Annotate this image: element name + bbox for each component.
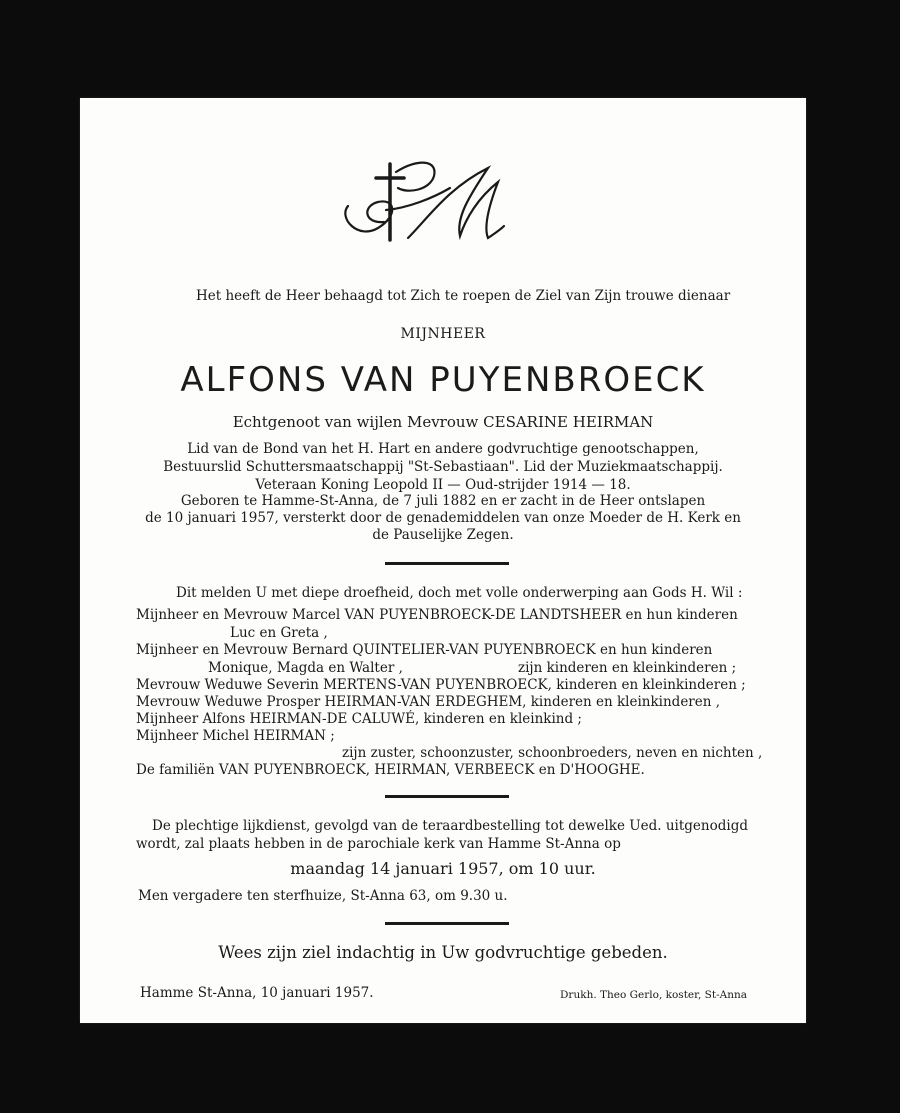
family-line: Mijnheer en Mevrouw Bernard QUINTELIER-VAN PUYENBROECK en hun kinderen xyxy=(136,642,713,658)
family-line: Luc en Greta , xyxy=(230,625,328,641)
service-date: maandag 14 januari 1957, om 10 uur. xyxy=(290,859,596,878)
gathering-line: Men vergadere ten sterfhuize, St-Anna 63, om 9.30 u. xyxy=(138,888,508,904)
prayer-line: Wees zijn ziel indachtig in Uw godvruchtige gebeden. xyxy=(218,943,668,962)
family-line: Mijnheer Alfons HEIRMAN-DE CALUWÉ, kinderen en kleinkind ; xyxy=(136,711,582,727)
bio-line: de 10 januari 1957, versterkt door de genademiddelen van onze Moeder de H. Kerk en xyxy=(145,510,741,526)
family-line: Mijnheer en Mevrouw Marcel VAN PUYENBROECK-DE LANDTSHEER en hun kinderen xyxy=(136,607,738,623)
bio-line: Bestuurslid Schuttersmaatschappij "St-Sebastiaan". Lid der Muziekmaatschappij. xyxy=(163,459,723,475)
family-line: Mijnheer Michel HEIRMAN ; xyxy=(136,728,335,744)
place-date: Hamme St-Anna, 10 januari 1957. xyxy=(140,985,374,1001)
family-line: Mevrouw Weduwe Severin MERTENS-VAN PUYENBROECK, kinderen en kleinkinderen ; xyxy=(136,677,746,693)
divider-rule xyxy=(385,922,509,925)
service-line: De plechtige lijkdienst, gevolgd van de teraardbestelling tot dewelke Ued. uitgenodigd xyxy=(152,818,748,834)
deceased-name: ALFONS VAN PUYENBROECK xyxy=(180,360,706,400)
bio-line: de Pauselijke Zegen. xyxy=(372,527,514,543)
family-line: Mevrouw Weduwe Prosper HEIRMAN-VAN ERDEGHEM, kinderen en kleinkinderen , xyxy=(136,694,721,710)
service-line: wordt, zal plaats hebben in de parochiale kerk van Hamme St-Anna op xyxy=(136,836,621,852)
bio-line: Geboren te Hamme-St-Anna, de 7 juli 1882 en er zacht in de Heer ontslapen xyxy=(180,493,706,509)
opening-line: Het heeft de Heer behaagd tot Zich te roepen de Ziel van Zijn trouwe dienaar xyxy=(196,288,731,304)
cross-monogram-emblem xyxy=(338,158,508,248)
printer-credit: Drukh. Theo Gerlo, koster, St-Anna xyxy=(560,989,747,1001)
bio-line: Veteraan Koning Leopold II — Oud-strijder 1914 — 18. xyxy=(255,477,631,493)
spouse-line: Echtgenoot van wijlen Mevrouw CESARINE HEIRMAN xyxy=(232,413,654,431)
family-line: zijn zuster, schoonzuster, schoonbroeders, neven en nichten , xyxy=(342,745,763,761)
divider-rule xyxy=(385,562,509,565)
family-line: zijn kinderen en kleinkinderen ; xyxy=(518,660,737,676)
death-notice-card xyxy=(80,98,806,1023)
bio-line: Lid van de Bond van het H. Hart en andere godvruchtige genootschappen, xyxy=(187,441,699,457)
family-intro: Dit melden U met diepe droefheid, doch met volle onderwerping aan Gods H. Wil : xyxy=(176,585,743,601)
honorific: MIJNHEER xyxy=(400,326,486,342)
divider-rule xyxy=(385,795,509,798)
family-line: De familiën VAN PUYENBROECK, HEIRMAN, VERBEECK en D'HOOGHE. xyxy=(136,762,645,778)
family-line: Monique, Magda en Walter , xyxy=(208,660,403,676)
